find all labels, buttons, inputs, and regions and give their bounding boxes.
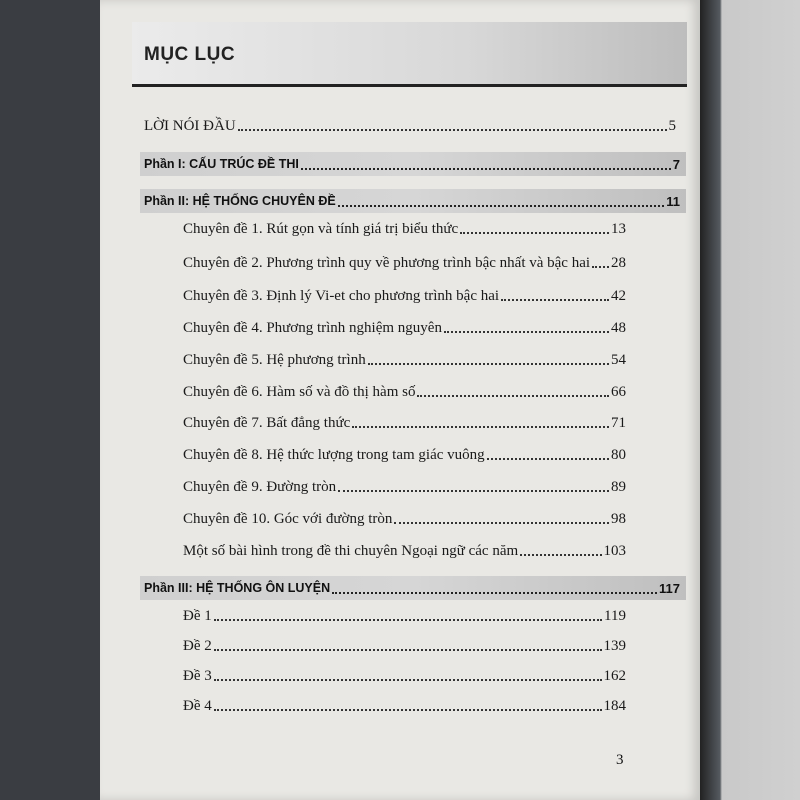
toc-entry-page: 5 — [668, 118, 676, 134]
toc-section-page: 11 — [666, 193, 680, 209]
toc-entry[interactable]: Chuyên đề 2. Phương trình quy về phương trình bậc nhất và bậc hai 28 — [183, 255, 626, 271]
toc-section-3[interactable] — [140, 576, 686, 600]
toc-entry[interactable]: Đề 2 139 — [183, 638, 626, 654]
toc-entry[interactable]: Chuyên đề 5. Hệ phương trình 54 — [183, 352, 626, 368]
toc-entry[interactable]: Chuyên đề 6. Hàm số và đồ thị hàm số 66 — [183, 384, 626, 400]
background-edge — [700, 0, 800, 800]
toc-entry[interactable]: Đề 1 119 — [183, 608, 626, 624]
toc-entry[interactable]: Đề 4 184 — [183, 698, 626, 714]
toc-section-page: 117 — [659, 580, 680, 596]
toc-section-label: Phần III: HỆ THỐNG ÔN LUYỆN — [144, 581, 331, 595]
toc-section-2[interactable] — [140, 189, 686, 213]
page-title: MỤC LỤC — [144, 44, 236, 65]
dot-leader — [338, 204, 665, 207]
page-number: 3 — [616, 752, 624, 768]
toc-section-page: 7 — [672, 156, 680, 172]
toc-entry[interactable]: Đề 3 162 — [183, 668, 626, 684]
toc-entry[interactable]: Chuyên đề 9. Đường tròn 89 — [183, 479, 626, 495]
toc-entry[interactable]: Chuyên đề 10. Góc với đường tròn 98 — [183, 511, 626, 527]
toc-entry[interactable]: Chuyên đề 7. Bất đẳng thức 71 — [183, 415, 626, 431]
toc-entry-label: LỜI NÓI ĐẦU — [144, 118, 236, 134]
toc-entry[interactable]: Chuyên đề 1. Rút gọn và tính giá trị biểu thức 13 — [183, 221, 626, 237]
toc-entry[interactable]: Chuyên đề 4. Phương trình nghiệm nguyên 48 — [183, 320, 626, 336]
dot-leader — [301, 167, 671, 170]
toc-entry[interactable]: Chuyên đề 3. Định lý Vi-et cho phương trình bậc hai 42 — [183, 288, 626, 304]
toc-section-1[interactable] — [140, 152, 686, 176]
toc-entry-intro[interactable] — [144, 118, 676, 135]
toc-section-label: Phần II: HỆ THỐNG CHUYÊN ĐỀ — [144, 194, 336, 208]
header-band — [132, 22, 687, 87]
dot-leader — [238, 128, 667, 131]
toc-entry[interactable]: Chuyên đề 8. Hệ thức lượng trong tam giác vuông 80 — [183, 447, 626, 463]
toc-section-label: Phần I: CẤU TRÚC ĐỀ THI — [144, 157, 299, 171]
toc-entry[interactable]: Một số bài hình trong đề thi chuyên Ngoại ngữ các năm 103 — [183, 543, 626, 559]
book-page — [100, 0, 700, 800]
dot-leader — [332, 591, 657, 594]
